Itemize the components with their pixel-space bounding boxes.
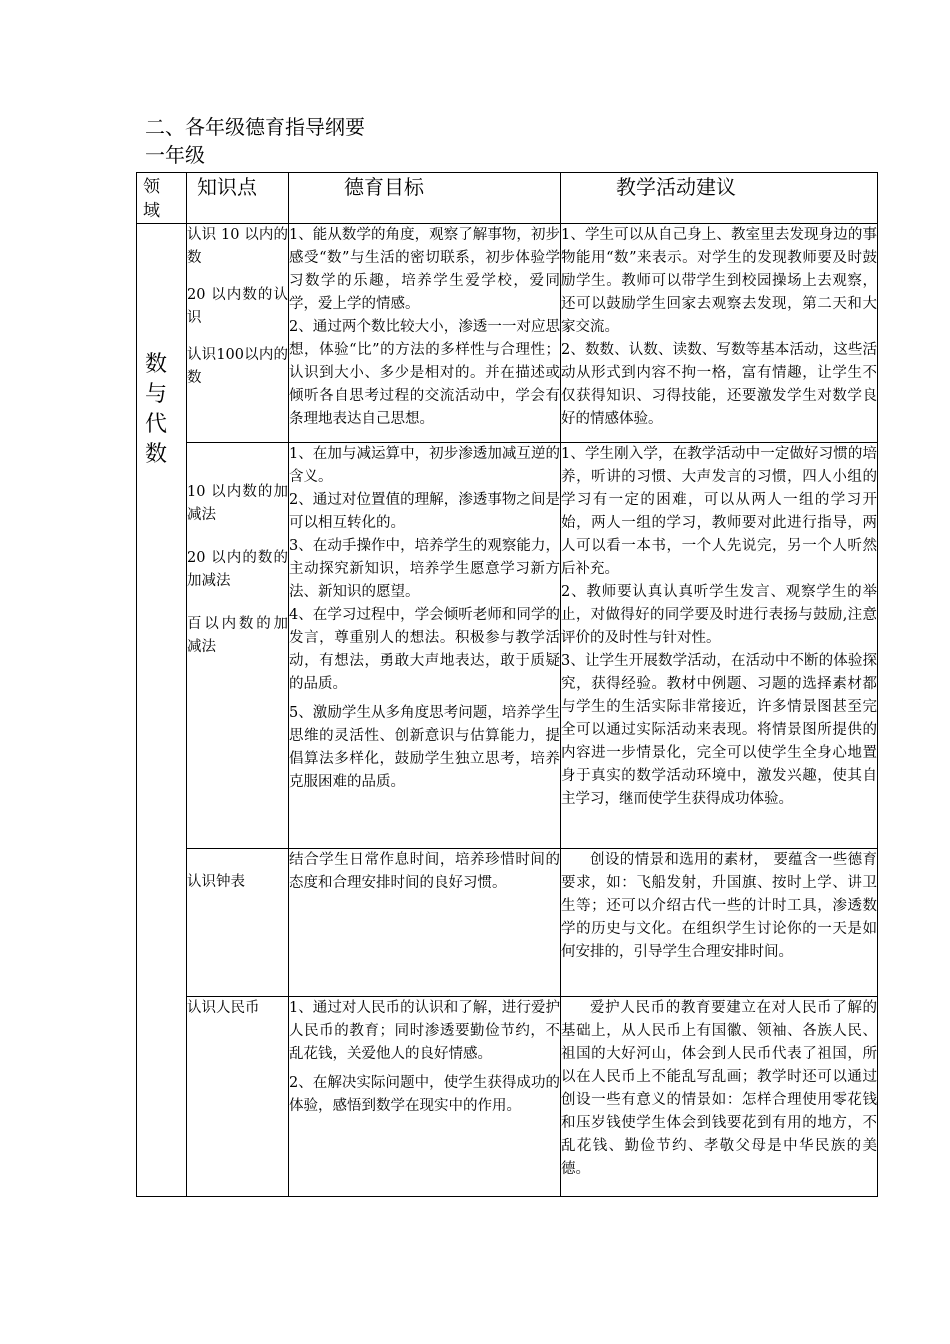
table-row: [137, 997, 878, 1197]
header-knowledge: 知识点: [187, 173, 289, 224]
knowledge-cell: [187, 224, 289, 443]
header-activity: 教学活动建议: [561, 173, 878, 224]
activity-cell: [561, 997, 878, 1197]
knowledge-cell: [187, 997, 289, 1197]
activity-cell: [561, 443, 878, 849]
knowledge-cell: [187, 443, 289, 849]
moral-goal-cell: [289, 224, 561, 443]
activity-item: 2、教师要认真认真听学生发言、观察学生的举止，对做得好的同学要及时进行表扬与鼓励,注意评价的及时性与针对性。: [561, 584, 877, 646]
knowledge-item: 认识100以内的数: [187, 347, 288, 386]
activity-item: 爱护人民币的教育要建立在对人民币了解的基础上，从人民币上有国徽、领袖、各族人民、祖国的大好河山，体会到人民币代表了祖国，所以在人民币上不能乱写乱画；教学时还可以通过创设一些有意义的情景如：怎样合理使用零花钱和压岁钱使学生体会到钱要花到有用的地方，不乱花钱、勤俭节约、孝敬父母是中华民族的美德。: [561, 1000, 877, 1177]
knowledge-item: 20 以内数的认识: [187, 287, 288, 326]
knowledge-item: 认识人民币: [187, 1000, 260, 1016]
goal-item: 1、能从数学的角度，观察了解事物，初步感受“数”与生活的密切联系，初步体验学习数学的乐趣，培养学生爱学校，爱同学，爱上学的情感。: [289, 227, 560, 312]
moral-goal-cell: [289, 997, 561, 1197]
goal-item: 5、激励学生从多角度思考问题，培养学生思维的灵活性、创新意识与估算能力，提倡算法多样化，鼓励学生独立思考，培养克服困难的品质。: [289, 705, 560, 790]
goal-item: 1、通过对人民币的认识和了解，进行爱护人民币的教育；同时渗透要勤俭节约，不乱花钱，关爱他人的良好情感。: [289, 1000, 560, 1062]
moral-goal-cell: [289, 849, 561, 997]
goal-item: 4、在学习过程中，学会倾听老师和同学的发言，尊重别人的想法。积极参与教学活动，有想法，勇敢大声地表达，敢于质疑的品质。: [289, 607, 560, 692]
activity-item: 2、数数、认数、读数、写数等基本活动，这些活动从形式到内容不拘一格，富有情趣，让学生不仅获得知识、习得技能，还要激发学生对数学良好的情感体验。: [561, 342, 877, 427]
knowledge-cell: [187, 849, 289, 997]
moral-education-outline-table: [136, 172, 878, 1197]
goal-item: 结合学生日常作息时间，培养珍惜时间的态度和合理安排时间的良好习惯。: [289, 852, 560, 891]
activity-item: 1、学生可以从自己身上、教室里去发现身边的事物能用“数”来表示。对学生的发现教师要及时鼓励学生。教师可以带学生到校园操场上去观察，还可以鼓励学生回家去观察去发现，第二天和大家交流。: [561, 227, 877, 335]
goal-item: 2、通过对位置值的理解，渗透事物之间是可以相互转化的。: [289, 492, 560, 531]
goal-item: 3、在动手操作中，培养学生的观察能力，主动探究新知识，培养学生愿意学习新方法、新知识的愿望。: [289, 538, 560, 600]
domain-label: 数与代数: [145, 352, 168, 467]
section-heading: 二、各年级德育指导纲要: [145, 115, 365, 139]
activity-item: 创设的情景和选用的素材， 要蕴含一些德育要求，如：飞船发射，升国旗、按时上学、讲卫生等；还可以介绍古代一些的计时工具，渗透数学的历史与文化。在组织学生讨论你的一天是如何安排的，引导学生合理安排时间。: [561, 852, 877, 960]
table-row: [137, 443, 878, 849]
activity-cell: [561, 849, 878, 997]
domain-cell: [137, 224, 187, 1197]
activity-item: 3、让学生开展数学活动，在活动中不断的体验探究，获得经验。教材中例题、习题的选择素材都与学生的生活实际非常接近，许多情景图甚至完全可以通过实际活动来表现。将情景图所提供的内容进一步情景化，完全可以使学生全身心地置身于真实的数学活动环境中，激发兴趣，使其自主学习，继而使学生获得成功体验。: [561, 653, 877, 807]
goal-item: 1、在加与减运算中，初步渗透加减互逆的含义。: [289, 446, 560, 485]
table-row: [137, 224, 878, 443]
knowledge-item: 百以内数的加减法: [187, 616, 288, 655]
table-row: [137, 849, 878, 997]
header-area: 领域: [137, 173, 187, 224]
knowledge-item: 10 以内数的加减法: [187, 484, 288, 523]
goal-item: 2、通过两个数比较大小，渗透一一对应思想，体验“比”的方法的多样性与合理性；认识到大小、多少是相对的。并在描述或倾听各自思考过程的交流活动中，学会有条理地表达自己思想。: [289, 319, 560, 427]
knowledge-item: 20 以内的数的加减法: [187, 550, 288, 589]
activity-cell: [561, 224, 878, 443]
grade-heading: 一年级: [145, 143, 205, 167]
moral-goal-cell: [289, 443, 561, 849]
knowledge-item: 认识 10 以内的数: [187, 227, 288, 266]
goal-item: 2、在解决实际问题中，使学生获得成功的体验，感悟到数学在现实中的作用。: [289, 1075, 560, 1114]
header-moral-goal: 德育目标: [289, 173, 561, 224]
table-header-row: [137, 173, 878, 224]
knowledge-item: 认识钟表: [187, 874, 245, 890]
activity-item: 1、学生刚入学，在教学活动中一定做好习惯的培养，听讲的习惯、大声发言的习惯，四人小组的学习有一定的困难，可以从两人一组的学习开始，两人一组的学习，教师要对此进行指导，两人可以看一本书，一个人先说完，另一个人听然后补充。: [561, 446, 877, 577]
